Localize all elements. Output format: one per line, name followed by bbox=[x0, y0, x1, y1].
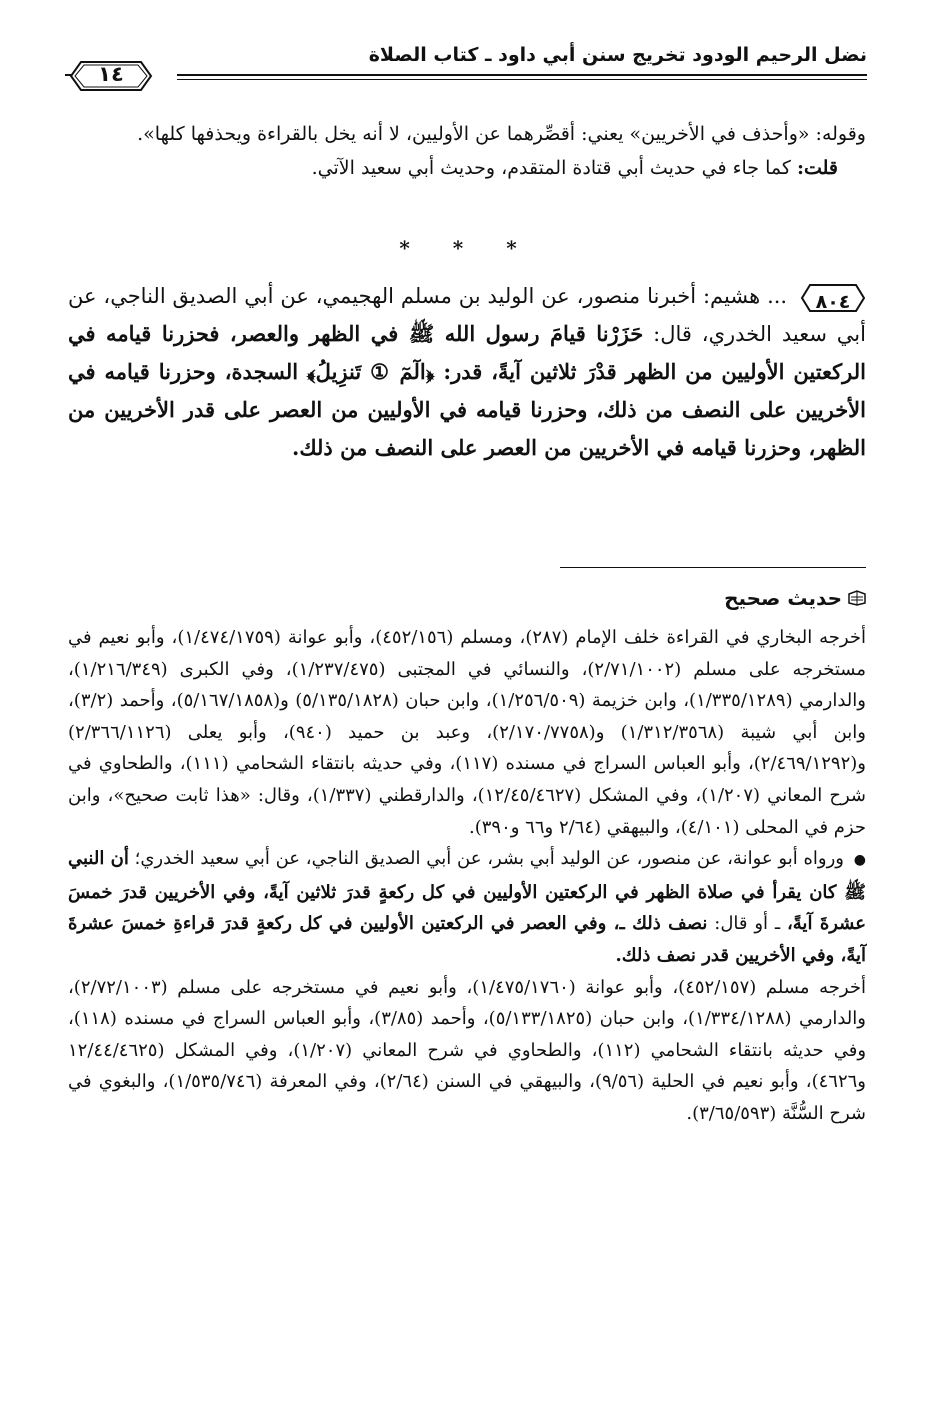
bullet-icon: ● bbox=[853, 852, 866, 869]
running-title: نضل الرحيم الودود تخريج سنن أبي داود ـ كتاب الصلاة bbox=[368, 44, 867, 66]
hadith-isnad: ... هشيم: أخبرنا منصور، عن الوليد بن مسلم الهجيمي، عن أبي الصديق الناجي، عن أبي سعيد الخدري، قال: bbox=[68, 284, 866, 346]
grading-heading bbox=[724, 586, 866, 610]
intro-qult-text: كما جاء في حديث أبي قتادة المتقدم، وحديث أبي سعيد الآتي. bbox=[311, 156, 797, 179]
takhrij-para-2 bbox=[68, 843, 866, 971]
grading-label: حديث صحيح bbox=[724, 586, 842, 610]
takhrij-para-2-mid: ـ أو قال: bbox=[707, 913, 787, 935]
takhrij-para-2-intro: ورواه أبو عوانة، عن منصور، عن الوليد أبي بشر، عن أبي الصديق الناجي، عن أبي سعيد الخدري؛ bbox=[128, 848, 850, 870]
takhrij-para-2-bold: أن النبي ﷺ كان يقرأ في صلاة الظهر في الركعتين الأوليين في كل ركعةٍ قدرَ ثلاثين آيةً، وفي الأخريين قدرَ خمسَ عشرةَ آيةً، bbox=[68, 848, 866, 935]
separator-stars: * * * bbox=[399, 236, 535, 260]
book-icon bbox=[848, 590, 866, 606]
footnote-divider bbox=[560, 567, 866, 568]
hadith-block bbox=[68, 278, 866, 467]
takhrij-para-1: أخرجه البخاري في القراءة خلف الإمام (٢٨٧)، ومسلم (٤٥٢/١٥٦)، وأبو عوانة (١/٤٧٤/١٧٥٩)، وأبو نعيم في مستخرجه على مسلم (٢/٧١/١٠٠٢)، والنسائي في المجتبى (١/٢٣٧/٤٧٥)، وفي الكبرى (١/٢١٦/٣٤٩)، والدارمي (١/٣٣٥/١٢٨٩)، وابن خزيمة (١/٢٥٦/٥٠٩)، وابن حبان (٥/١٣٥/١٨٢٨) و(٥/١٦٧/١٨٥٨)، وأحمد (٣/٢)، وابن أبي شيبة (١/٣١٢/٣٥٦٨) و(٢/١٧٠/٧٧٥٨)، وعبد بن حميد (٩٤٠)، وأبو يعلى (٢/٣٦٦/١١٢٦) و(٢/٤٦٩/١٢٩٢)، وأبو العباس السراج في مسنده (١١٧)، وفي حديثه بانتقاء الشحامي (١١١)، والطحاوي في شرح المعاني (١/٢٠٧)، وفي المشكل (١٢/٤٥/٤٦٢٧)، والدارقطني (١/٣٣٧)، وقال: «هذا ثابت صحيح»، وابن حزم في المحلى (٤/١٠١)، والبيهقي (٢/٦٤ و٦٦ و٣٩٠). bbox=[68, 627, 867, 838]
page-header bbox=[65, 40, 867, 98]
page-number: ١٤ bbox=[98, 62, 124, 86]
hadith-matn: حَزَرْنا قيامَ رسول الله ﷺ في الظهر والعصر، فحزرنا قيامه في الركعتين الأوليين من الظهر قدْرَ ثلاثين آيةً، قدر: ﴿الٓمٓ ① تَنزِيلُ﴾ السجدة، وحزرنا قيامه في الأخريين على النصف من ذلك، وحزرنا قيامه في الأوليين من العصر على قدر الأخريين من الظهر، وحزرنا قيامه في الأخريين من العصر على النصف من ذلك. bbox=[68, 321, 866, 460]
intro-line-2 bbox=[68, 152, 866, 186]
takhrij-para-2-bold-2: نصف ذلك ـ، وفي العصر في الركعتين الأوليين في كل ركعةٍ قدرَ قراءةِ خمسَ عشرةَ آيةً، وفي الأخريين قدر نصف ذلك. bbox=[68, 913, 866, 966]
hadith-number: ٨٠٤ bbox=[815, 290, 851, 313]
takhrij-para-3: أخرجه مسلم (٤٥٢/١٥٧)، وأبو عوانة (١/٤٧٥/١٧٦٠)، وأبو نعيم في مستخرجه على مسلم (٢/٧٢/١٠٠٣)، والدارمي (١/٣٣٤/١٢٨٨)، وابن حبان (٥/١٣٣/١٨٢٥)، وأحمد (٣/٨٥)، وأبو العباس السراج في مسنده (١١٨)، وفي حديثه بانتقاء الشحامي (١١٢)، والطحاوي في شرح المعاني (١/٢٠٧)، وفي المشكل (١٢/٤٤/٤٦٢٥ و٤٦٢٦)، وأبو نعيم في الحلية (٩/٥٦)، والبيهقي في السنن (٢/٦٤)، وفي المعرفة (١/٥٣٥/٧٤٦)، والبغوي في شرح السُّنَّة (٣/٦٥/٥٩٣). bbox=[68, 976, 867, 1124]
hadith-text bbox=[68, 278, 866, 467]
intro-block bbox=[68, 118, 866, 185]
header-rule bbox=[177, 74, 867, 80]
page-number-badge bbox=[69, 60, 153, 92]
takhrij-block bbox=[68, 622, 866, 1130]
intro-line-1: وقوله: «وأحذف في الأخريين» يعني: أقصِّرهما عن الأوليين، لا أنه يخل بالقراءة ويحذفها كلها». bbox=[137, 123, 866, 145]
qult-label: قلت: bbox=[796, 156, 838, 179]
hadith-number-badge bbox=[800, 283, 866, 313]
